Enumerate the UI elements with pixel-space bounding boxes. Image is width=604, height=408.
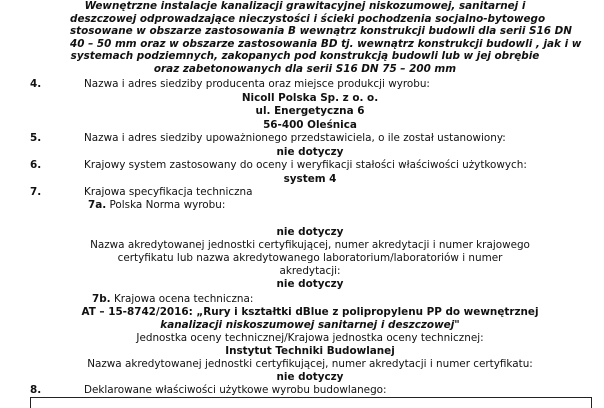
representative-value: nie dotyczy: [276, 146, 344, 158]
manufacturer-city: 56-400 Oleśnica: [263, 119, 357, 131]
item-7b-label: Krajowa ocena techniczna:: [113, 293, 254, 305]
item-5-number: 5.: [30, 132, 42, 144]
assessment-body-value: Instytut Techniki Budowlanej: [225, 345, 395, 357]
assessment-body-label: Jednostka oceny technicznej/Krajowa jednostka oceny technicznej:: [136, 332, 484, 344]
item-6-label: Krajowy system zastosowany do oceny i weryfikacji stałości właściwości użytkowych:: [84, 159, 527, 171]
intro-line: stosowane w obszarze zastosowania B wewnątrz konstrukcji budowli dla serii S16 DN: [70, 25, 572, 38]
intro-line: 40 – 50 mm oraz w obszarze zastosowania BD tj. wewnątrz konstrukcji budowli , jak i w: [70, 37, 582, 50]
item-7a-prefix: 7a.: [88, 199, 107, 211]
item-7-label: Krajowa specyfikacja techniczna: [84, 186, 253, 198]
technical-assessment-title: AT – 15-8742/2016: „Rury i kształtki dBlue z polipropylenu PP do wewnętrznej: [81, 306, 539, 318]
intro-line: oraz zabetonowanych dla serii S16 DN 75 – 200 mm: [153, 62, 457, 75]
item-4-label: Nazwa i adres siedziby producenta oraz miejsce produkcji wyrobu:: [84, 78, 430, 90]
intended-use-paragraph: [70, 0, 582, 76]
item-7b-cert-value: nie dotyczy: [276, 371, 344, 383]
system-value: system 4: [283, 173, 337, 185]
item-7b-prefix: 7b.: [92, 293, 111, 305]
item-7a-cert-line: certyfikatu lub nazwa akredytowanego laboratorium/laboratoriów i numer: [117, 252, 503, 264]
intro-line: systemach podziemnych, zakopanych pod konstrukcją budowli lub w jej obrębie: [70, 50, 540, 63]
manufacturer-street: ul. Energetyczna 6: [255, 105, 365, 117]
item-8-number: 8.: [30, 384, 42, 396]
technical-assessment-title-cont: kanalizacji niskoszumowej sanitarnej i deszczowej": [160, 319, 460, 331]
item-7b-cert-label: Nazwa akredytowanej jednostki certyfikującej, numer akredytacji i numer certyfikatu:: [87, 358, 533, 370]
item-6-number: 6.: [30, 159, 42, 171]
item-7a-cert-line: akredytacji:: [279, 265, 341, 277]
item-7a-label: Polska Norma wyrobu:: [109, 199, 226, 211]
manufacturer-name: Nicoll Polska Sp. z o. o.: [241, 92, 379, 104]
item-8-label: Deklarowane właściwości użytkowe wyrobu budowlanego:: [84, 384, 387, 396]
item-7a-cert-value: nie dotyczy: [276, 278, 344, 290]
polish-standard-value: nie dotyczy: [276, 226, 344, 238]
item-7b-heading: [92, 293, 253, 306]
intro-line: Wewnętrzne instalacje kanalizacji grawitacyjnej niskozumowej, sanitarnej i: [84, 0, 526, 12]
item-7a-cert-line: Nazwa akredytowanej jednostki certyfikującej, numer akredytacji i numer krajowego: [90, 239, 530, 251]
item-5-label: Nazwa i adres siedziby upoważnionego przedstawiciela, o ile został ustanowiony:: [84, 132, 506, 144]
item-4-number: 4.: [30, 78, 42, 90]
item-7-number: 7.: [30, 186, 42, 198]
item-7a-heading: [88, 199, 225, 212]
intro-line: deszczowej odprowadzające nieczystości i ścieki pochodzenia socjalno-bytowego: [70, 12, 546, 25]
